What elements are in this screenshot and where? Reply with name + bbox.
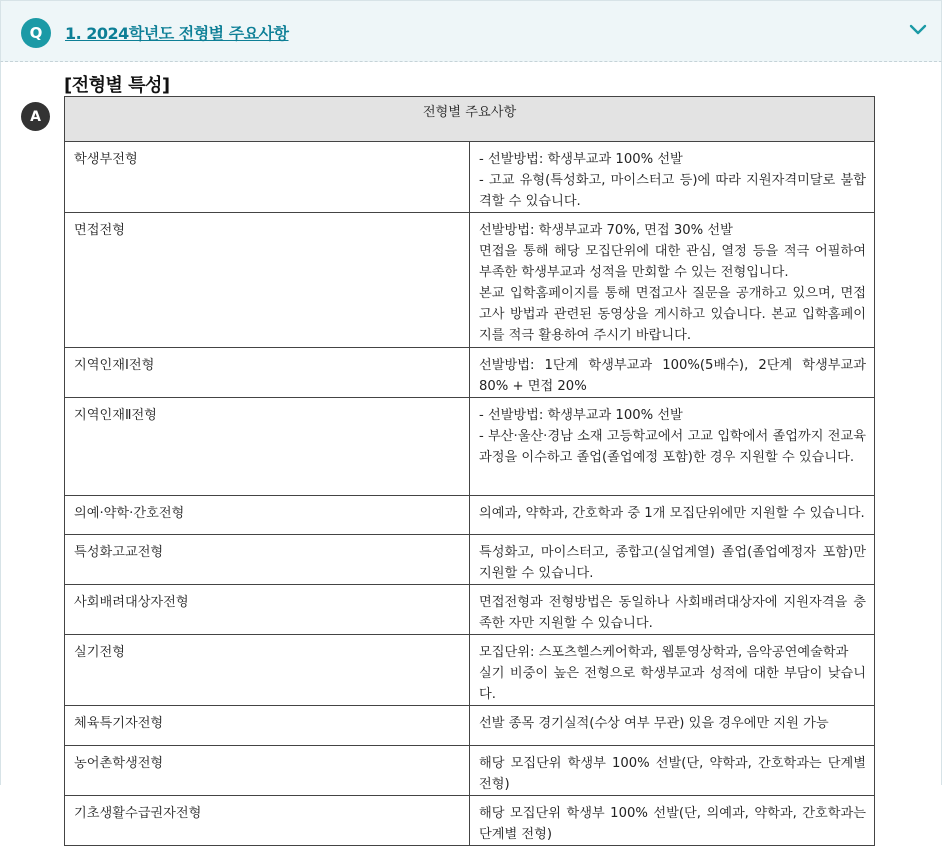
description-line: - 부산·울산·경남 소재 고등학교에서 고교 입학에서 졸업까지 전교육과정을 이수하고 졸업(졸업예정 포함)한 경우 지원할 수 있습니다. xyxy=(479,429,866,465)
faq-question-header[interactable] xyxy=(0,0,942,62)
admission-type-cell: 기초생활수급권자전형 xyxy=(65,796,470,846)
table-row xyxy=(65,213,875,348)
description-line: 의예과, 약학과, 간호학과 중 1개 모집단위에만 지원할 수 있습니다. xyxy=(479,506,865,521)
description-cell xyxy=(470,535,875,585)
description-cell xyxy=(470,213,875,348)
description-cell xyxy=(470,706,875,746)
admission-type-cell: 지역인재Ⅰ전형 xyxy=(65,348,470,398)
description-cell xyxy=(470,496,875,535)
description-cell xyxy=(470,635,875,706)
admission-type-cell: 실기전형 xyxy=(65,635,470,706)
admission-type-cell: 학생부전형 xyxy=(65,142,470,213)
admission-type-cell: 면접전형 xyxy=(65,213,470,348)
table-row xyxy=(65,348,875,398)
table-row xyxy=(65,706,875,746)
description-line: 선발방법: 1단계 학생부교과 100%(5배수), 2단계 학생부교과 80% + 면접 20% xyxy=(479,358,866,394)
description-cell xyxy=(470,585,875,635)
admission-type-cell: 의예·약학·간호전형 xyxy=(65,496,470,535)
description-cell xyxy=(470,398,875,496)
question-badge: Q xyxy=(21,18,51,48)
table-row xyxy=(65,496,875,535)
description-line: 해당 모집단위 학생부 100% 선발(단, 약학과, 간호학과는 단계별 전형) xyxy=(479,756,866,792)
description-cell xyxy=(470,142,875,213)
description-cell xyxy=(470,348,875,398)
description-line: - 선발방법: 학생부교과 100% 선발 xyxy=(479,152,683,167)
admission-type-cell: 체육특기자전형 xyxy=(65,706,470,746)
answer-badge: A xyxy=(21,102,50,131)
table-row xyxy=(65,398,875,496)
table-row xyxy=(65,142,875,213)
table-row xyxy=(65,635,875,706)
description-line: - 고교 유형(특성화고, 마이스터고 등)에 따라 지원자격미달로 불합격할 수 있습니다. xyxy=(479,173,866,209)
table-row xyxy=(65,746,875,796)
question-title-link[interactable]: 1. 2024학년도 전형별 주요사항 xyxy=(65,24,289,43)
description-cell xyxy=(470,796,875,846)
table-row xyxy=(65,535,875,585)
description-line: 면접전형과 전형방법은 동일하나 사회배려대상자에 지원자격을 충족한 자만 지원할 수 있습니다. xyxy=(479,595,866,631)
admission-types-table xyxy=(64,96,875,846)
admission-type-cell: 사회배려대상자전형 xyxy=(65,585,470,635)
description-line: 특성화고, 마이스터고, 종합고(실업계열) 졸업(졸업예정자 포함)만 지원할 수 있습니다. xyxy=(479,545,866,581)
description-line: 선발 종목 경기실적(수상 여부 무관) 있을 경우에만 지원 가능 xyxy=(479,716,829,731)
admission-type-cell: 특성화고교전형 xyxy=(65,535,470,585)
description-line: 모집단위: 스포츠헬스케어학과, 웹툰영상학과, 음악공연예술학과 xyxy=(479,645,849,660)
table-row xyxy=(65,585,875,635)
description-line: 실기 비중이 높은 전형으로 학생부교과 성적에 대한 부담이 낮습니다. xyxy=(479,666,866,702)
chevron-down-icon[interactable] xyxy=(909,23,927,37)
description-line: 면접을 통해 해당 모집단위에 대한 관심, 열정 등을 적극 어필하여 부족한 학생부교과 성적을 만회할 수 있는 전형입니다. xyxy=(479,244,866,280)
admission-type-cell: 지역인재Ⅱ전형 xyxy=(65,398,470,496)
table-row xyxy=(65,796,875,846)
description-cell xyxy=(470,746,875,796)
description-line: 선발방법: 학생부교과 70%, 면접 30% 선발 xyxy=(479,223,733,238)
description-line: 해당 모집단위 학생부 100% 선발(단, 의예과, 약학과, 간호학과는 단계별 전형) xyxy=(479,806,866,842)
table-header: 전형별 주요사항 xyxy=(65,97,875,142)
description-line: 본교 입학홈페이지를 통해 면접고사 질문을 공개하고 있으며, 면접고사 방법과 관련된 동영상을 게시하고 있습니다. 본교 입학홈페이지를 적극 활용하여 주시기 바랍니다. xyxy=(479,286,866,343)
description-line: - 선발방법: 학생부교과 100% 선발 xyxy=(479,408,683,423)
table-header-row xyxy=(65,97,875,142)
section-title: [전형별 특성] xyxy=(64,75,170,96)
admission-type-cell: 농어촌학생전형 xyxy=(65,746,470,796)
